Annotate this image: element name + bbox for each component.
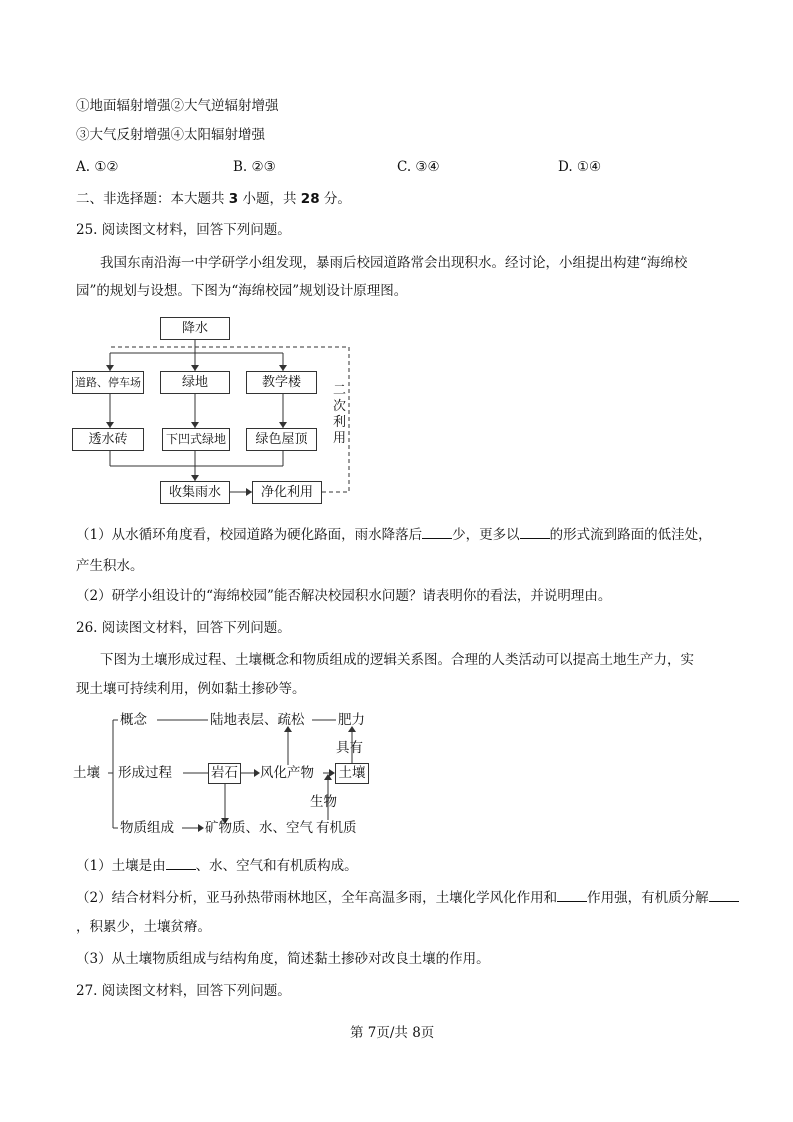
q26-title: 26. 阅读图文材料，回答下列问题。 — [76, 620, 291, 636]
q26-sub3: （3）从土壤物质组成与结构角度，简述黏土掺砂对改良土壤的作用。 — [76, 951, 490, 967]
section-heading: 二、非选择题：本大题共 3 小题，共 28 分。 — [76, 191, 351, 207]
choice-d: D. ①④ — [558, 159, 602, 175]
choice-b: B. ②③ — [233, 159, 276, 175]
concept-label: 概念 — [120, 712, 147, 728]
q25-sub1-cont: 产生积水。 — [76, 558, 144, 574]
composition-label: 物质组成 — [120, 820, 174, 836]
q25-para1: 我国东南沿海一中学研学小组发现，暴雨后校园道路常会出现积水。经讨论，小组提出构建“海绵校 — [100, 255, 688, 271]
weathered-label: 风化产物 — [260, 765, 314, 781]
q25-title: 25. 阅读图文材料，回答下列问题。 — [76, 222, 291, 238]
soil-root: 土壤 — [73, 765, 100, 781]
q25-sub1: （1）从水循环角度看，校园道路为硬化路面，雨水降落后 少，更多以 的形式流到路面的低洼处， — [76, 527, 712, 543]
box-soil: 土壤 — [335, 763, 369, 784]
process-label: 形成过程 — [118, 765, 172, 781]
box-sunken-green: 下凹式绿地 — [162, 428, 230, 451]
organic-label: 有机质 — [316, 820, 357, 836]
reuse-label: 二次利用 — [333, 383, 347, 446]
choice-c: C. ③④ — [397, 159, 440, 175]
page-footer: 第 7页/共 8页 — [350, 1025, 435, 1041]
organism-label: 生物 — [310, 794, 337, 810]
q26-sub2-cont: ，积累少，土壤贫瘠。 — [76, 919, 211, 935]
q26-para2: 现土壤可持续利用，例如黏土掺砂等。 — [76, 681, 306, 697]
q26-sub2: （2）结合材料分析，亚马孙热带雨林地区，全年高温多雨，土壤化学风化作用和 作用强，有机质分解 — [76, 889, 739, 907]
box-greenland: 绿地 — [160, 371, 230, 394]
box-precipitation: 降水 — [160, 317, 230, 340]
q27-title: 27. 阅读图文材料，回答下列问题。 — [76, 983, 291, 999]
q24-options-line2: ③大气反射增强④太阳辐射增强 — [76, 127, 265, 143]
has-label: 具有 — [336, 740, 363, 756]
box-building: 教学楼 — [246, 371, 317, 394]
q25-sub2: （2）研学小组设计的“海绵校园”能否解决校园积水问题？请表明你的看法，并说明理由。 — [76, 588, 612, 604]
minerals-label: 矿物质、水、空气 — [205, 820, 313, 836]
q25-para2: 园”的规划与设想。下图为“海绵校园”规划设计原理图。 — [76, 283, 408, 299]
q26-sub1: （1）土壤是由 、水、空气和有机质构成。 — [76, 858, 358, 874]
box-permeable-brick: 透水砖 — [72, 428, 144, 451]
box-roads: 道路、停车场 — [72, 371, 144, 394]
box-rock: 岩石 — [208, 763, 241, 784]
box-collect-rain: 收集雨水 — [160, 481, 230, 504]
fertility-label: 肥力 — [338, 712, 365, 728]
choice-a: A. ①② — [76, 159, 119, 175]
box-purify: 净化利用 — [252, 481, 322, 504]
q26-para1: 下图为土壤形成过程、土壤概念和物质组成的逻辑关系图。合理的人类活动可以提高土地生产力，实 — [100, 652, 694, 668]
box-green-roof: 绿色屋顶 — [246, 428, 317, 451]
q24-options-line1: ①地面辐射增强②大气逆辐射增强 — [76, 98, 279, 114]
surface-label: 陆地表层、疏松 — [210, 712, 305, 728]
